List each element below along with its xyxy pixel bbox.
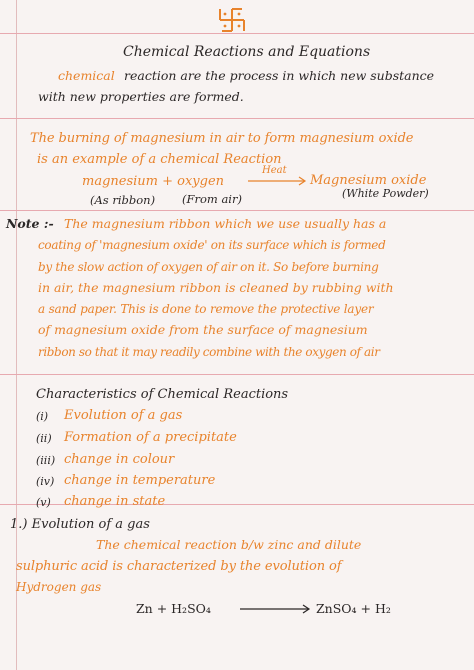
list-number: (iii)	[36, 454, 56, 467]
note-line: The magnesium ribbon which we use usually has a	[64, 216, 387, 231]
section-line-1: The chemical reaction b/w zinc and dilute	[96, 537, 362, 552]
swastik-icon	[214, 6, 250, 34]
ruled-line	[0, 374, 474, 375]
equation-product: Magnesium oxide	[310, 173, 427, 188]
section-line-3: Hydrogen gas	[16, 580, 102, 594]
list-number: (i)	[36, 410, 49, 423]
page-title: Chemical Reactions and Equations	[123, 44, 371, 60]
product-note: (White Powder)	[342, 187, 429, 200]
equation-reactants: magnesium + oxygen	[82, 174, 225, 189]
equation-arrow	[248, 176, 308, 186]
list-number: (iv)	[36, 475, 55, 488]
section-line-2: sulphuric acid is characterized by the evolution of	[16, 559, 342, 574]
reactant1-note: (As ribbon)	[90, 193, 156, 207]
note-label: Note :-	[6, 216, 54, 231]
ruled-line	[0, 118, 474, 119]
reaction-right-side: ZnSO₄ + H₂	[316, 601, 391, 616]
list-number: (ii)	[36, 432, 52, 445]
note-line: in air, the magnesium ribbon is cleaned by rubbing with	[38, 280, 394, 295]
list-number: (v)	[36, 496, 51, 509]
note-line: of magnesium oxide from the surface of magnesium	[38, 322, 368, 337]
definition-line-2: with new properties are formed.	[38, 89, 244, 104]
equation-condition: Heat	[262, 165, 287, 176]
section-heading: 1.) Evolution of a gas	[10, 517, 150, 532]
list-item: Evolution of a gas	[64, 408, 183, 423]
example-line-1: The burning of magnesium in air to form magnesium oxide	[30, 131, 414, 146]
example-line-2: is an example of a chemical Reaction	[37, 152, 282, 167]
reaction-left-side: Zn + H₂SO₄	[136, 601, 211, 616]
list-item: Formation of a precipitate	[64, 430, 237, 445]
list-item: change in temperature	[64, 473, 216, 488]
note-line: by the slow action of oxygen of air on it. So before burning	[38, 260, 379, 274]
note-line: a sand paper. This is done to remove the protective layer	[38, 302, 374, 316]
note-line: ribbon so that it may readily combine with the oxygen of air	[38, 345, 380, 359]
definition-lead: chemical	[58, 68, 115, 83]
ruled-line	[0, 210, 474, 211]
reaction-arrow	[240, 604, 312, 614]
list-item: change in state	[64, 494, 166, 509]
definition-line-1: reaction are the process in which new substance	[124, 68, 435, 83]
reactant2-note: (From air)	[182, 192, 242, 206]
note-line: coating of 'magnesium oxide' on its surface which is formed	[38, 238, 386, 252]
characteristics-heading: Characteristics of Chemical Reactions	[36, 387, 289, 402]
list-item: change in colour	[64, 452, 175, 467]
